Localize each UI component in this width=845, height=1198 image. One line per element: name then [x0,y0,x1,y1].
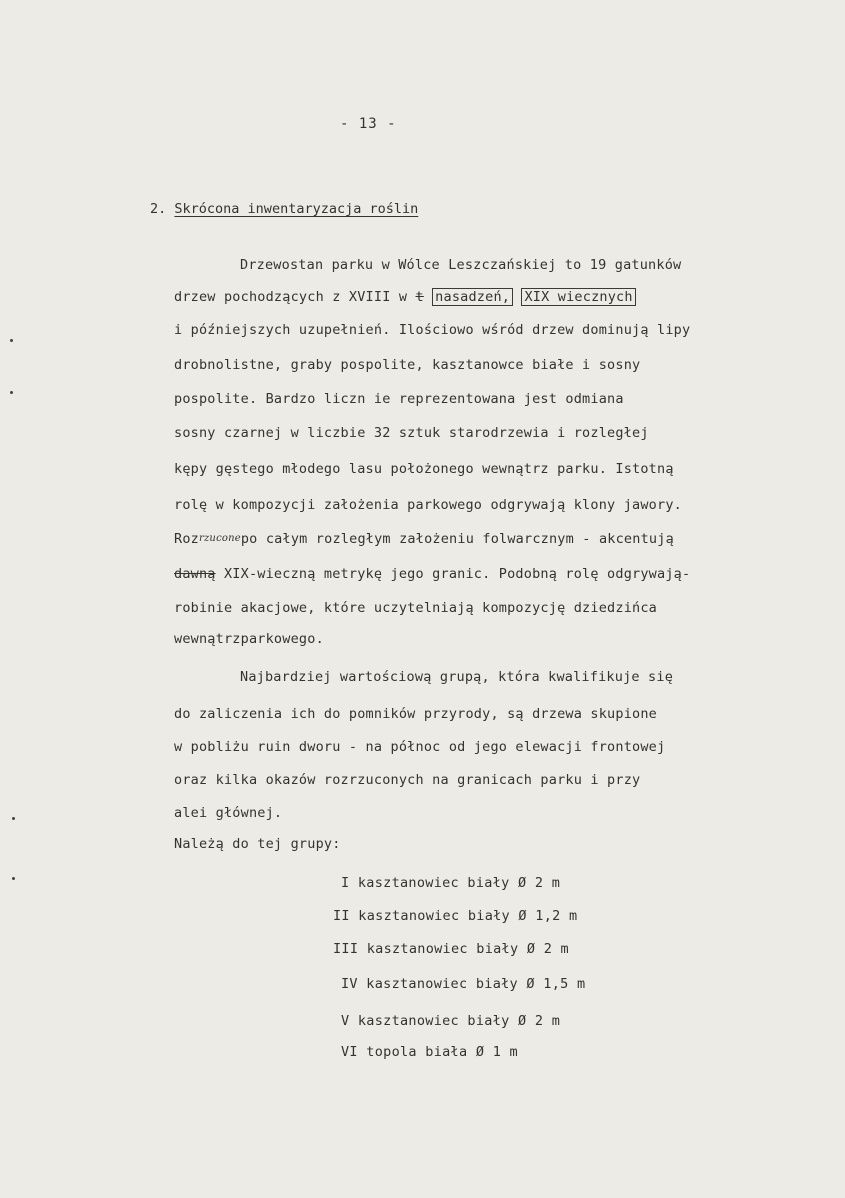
paragraph-line: do zaliczenia ich do pomników przyrody, są drzewa skupione [174,706,658,722]
paragraph-line: Najbardziej wartościową grupą, która kwalifikuje się [240,669,674,685]
tree-list-item: VI topola biała Ø 1 m [341,1044,518,1060]
paragraph-line [174,289,636,305]
section-title: Skrócona inwentaryzacja roślin [174,201,419,217]
tree-list-item: III kasztanowiec biały Ø 2 m [333,941,569,957]
paragraph-line: kępy gęstego młodego lasu położonego wewnątrz parku. Istotną [174,461,674,477]
paragraph-line: w pobliżu ruin dworu - na północ od jego elewacji frontowej [174,739,666,755]
paragraph-line: Należą do tej grupy: [174,836,341,852]
struck-text: t [415,289,424,305]
page-number: - 13 - [340,116,397,132]
tree-list-item: IV kasztanowiec biały Ø 1,5 m [341,976,586,992]
paragraph-line: rolę w kompozycji założenia parkowego odgrywają klony jawory. [174,497,682,513]
paragraph-line: pospolite. Bardzo liczn ie reprezentowana jest odmiana [174,391,624,407]
struck-text: dawną [174,566,216,582]
margin-mark [12,817,15,820]
text-span: Roz [174,531,199,547]
paragraph-line: alei głównej. [174,805,283,821]
boxed-annotation: XIX wiecznych [521,288,635,306]
text-span: XIX-wieczną metrykę jego granic. Podobną rolę odgrywają- [215,566,691,582]
paragraph-line: i późniejszych uzupełnień. Ilościowo wśród drzew dominują lipy [174,322,691,338]
paragraph-line [174,531,674,547]
paragraph-line: wewnątrzparkowego. [174,631,324,647]
paragraph-line: drobnolistne, graby pospolite, kasztanowce białe i sosny [174,357,641,373]
paragraph-line: Drzewostan parku w Wólce Leszczańskiej to 19 gatunków [240,257,682,273]
text-span: po całym rozległym założeniu folwarcznym - akcentują [240,531,674,547]
section-heading [150,201,418,217]
tree-list-item: I kasztanowiec biały Ø 2 m [341,875,561,891]
paragraph-line [174,566,690,582]
text-span: drzew pochodzących z XVIII w [174,289,416,305]
tree-list-item: II kasztanowiec biały Ø 1,2 m [333,908,578,924]
margin-mark [10,391,13,394]
margin-mark [10,339,13,342]
paragraph-line: robinie akacjowe, które uczytelniają kompozycję dziedzińca [174,600,658,616]
paragraph-line: sosny czarnej w liczbie 32 sztuk starodrzewia i rozległej [174,425,649,441]
handwritten-insertion: rzucone [198,533,241,544]
paragraph-line: oraz kilka okazów rozrzuconych na granicach parku i przy [174,772,641,788]
section-number: 2. [150,201,167,217]
boxed-annotation: nasadzeń, [432,288,513,306]
margin-mark [12,877,15,880]
tree-list-item: V kasztanowiec biały Ø 2 m [341,1013,561,1029]
